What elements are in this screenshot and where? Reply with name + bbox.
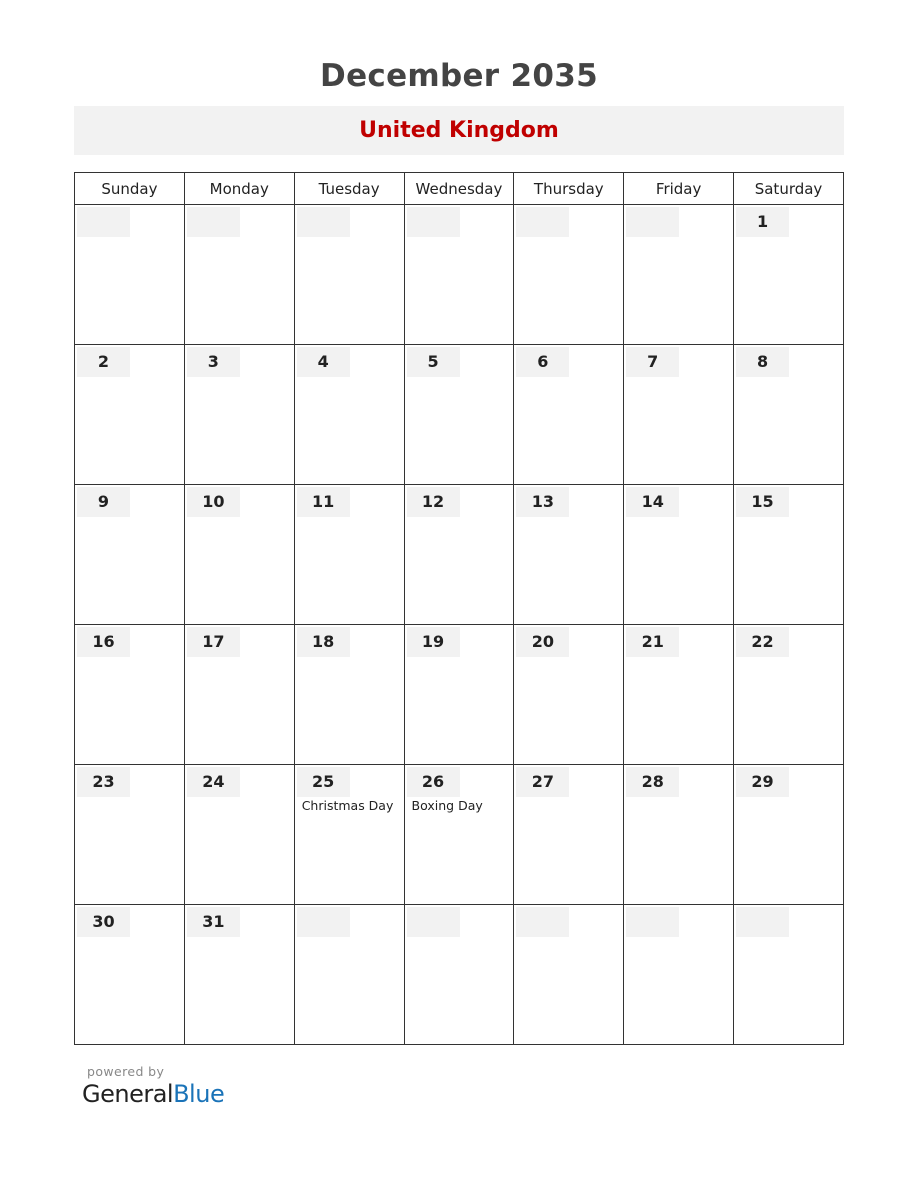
day-cell bbox=[514, 205, 624, 345]
day-cell bbox=[734, 765, 844, 905]
day-number bbox=[297, 907, 350, 937]
week-row bbox=[75, 765, 844, 905]
day-number-box bbox=[626, 207, 679, 237]
day-cell bbox=[624, 765, 734, 905]
day-cell bbox=[404, 905, 514, 1045]
day-cell bbox=[624, 345, 734, 485]
day-number: 13 bbox=[531, 492, 554, 511]
day-number-box bbox=[626, 907, 679, 937]
day-number: 16 bbox=[92, 632, 115, 651]
day-number: 15 bbox=[751, 492, 774, 511]
day-number-box bbox=[77, 347, 130, 377]
week-row bbox=[75, 205, 844, 345]
day-cell bbox=[514, 485, 624, 625]
day-cell bbox=[75, 765, 185, 905]
day-number-box bbox=[736, 487, 789, 517]
day-cell bbox=[734, 485, 844, 625]
day-number bbox=[407, 207, 460, 237]
day-number-box bbox=[407, 907, 460, 937]
calendar-table bbox=[74, 172, 844, 1045]
day-number-box bbox=[736, 627, 789, 657]
week-row bbox=[75, 625, 844, 765]
day-cell bbox=[734, 625, 844, 765]
country-name: United Kingdom bbox=[359, 118, 559, 143]
day-number-box bbox=[626, 627, 679, 657]
day-number-box bbox=[407, 767, 460, 797]
week-row bbox=[75, 905, 844, 1045]
day-number: 1 bbox=[756, 212, 769, 231]
day-cell bbox=[514, 345, 624, 485]
day-number: 30 bbox=[92, 912, 115, 931]
day-cell bbox=[184, 625, 294, 765]
day-number-box bbox=[736, 767, 789, 797]
day-number-box bbox=[77, 487, 130, 517]
weekday-header-row bbox=[75, 173, 844, 205]
day-cell bbox=[75, 205, 185, 345]
day-number-box bbox=[736, 907, 789, 937]
day-cell bbox=[294, 205, 404, 345]
day-number: 26 bbox=[421, 772, 445, 791]
day-cell bbox=[75, 905, 185, 1045]
weekday-header-wednesday: Wednesday bbox=[404, 173, 514, 205]
weekday-header-saturday: Saturday bbox=[734, 173, 844, 205]
day-number-box bbox=[77, 907, 130, 937]
day-number: 8 bbox=[756, 352, 769, 371]
day-number bbox=[516, 907, 569, 937]
day-number: 22 bbox=[751, 632, 774, 651]
day-cell bbox=[294, 625, 404, 765]
day-number: 9 bbox=[97, 492, 110, 511]
day-number bbox=[407, 907, 460, 937]
day-number-box bbox=[516, 487, 569, 517]
weekday-header-thursday: Thursday bbox=[514, 173, 624, 205]
weekday-header-sunday: Sunday bbox=[75, 173, 185, 205]
day-cell bbox=[624, 905, 734, 1045]
day-number bbox=[77, 207, 130, 237]
day-number-box bbox=[736, 207, 789, 237]
day-cell bbox=[514, 905, 624, 1045]
day-number: 3 bbox=[207, 352, 219, 371]
day-number: 20 bbox=[531, 632, 554, 651]
weekday-header-tuesday: Tuesday bbox=[294, 173, 404, 205]
day-number-box bbox=[187, 907, 240, 937]
day-number: 28 bbox=[641, 772, 664, 791]
brand-general-text: General bbox=[82, 1080, 174, 1108]
day-number-box bbox=[297, 347, 350, 377]
day-cell bbox=[294, 905, 404, 1045]
day-cell bbox=[404, 345, 514, 485]
day-number: 18 bbox=[312, 632, 335, 651]
day-number-box bbox=[407, 347, 460, 377]
day-cell bbox=[184, 905, 294, 1045]
day-number bbox=[516, 207, 569, 237]
week-row bbox=[75, 485, 844, 625]
day-number: 23 bbox=[92, 772, 115, 791]
day-number bbox=[626, 207, 679, 237]
holiday-label: Boxing Day bbox=[411, 798, 483, 813]
day-cell bbox=[734, 205, 844, 345]
day-cell bbox=[75, 345, 185, 485]
weekday-header-monday: Monday bbox=[184, 173, 294, 205]
day-number-box bbox=[187, 767, 240, 797]
day-number: 19 bbox=[421, 632, 445, 651]
day-number-box bbox=[187, 347, 240, 377]
day-number-box bbox=[516, 627, 569, 657]
day-number-box bbox=[297, 767, 350, 797]
day-number-box bbox=[297, 907, 350, 937]
calendar-body bbox=[75, 205, 844, 1045]
day-cell bbox=[404, 485, 514, 625]
day-cell bbox=[734, 345, 844, 485]
day-number-box bbox=[736, 347, 789, 377]
day-cell bbox=[624, 485, 734, 625]
day-number-box bbox=[626, 767, 679, 797]
day-number-box bbox=[626, 487, 679, 517]
day-number-box bbox=[516, 347, 569, 377]
day-number-box bbox=[297, 487, 350, 517]
day-cell bbox=[184, 205, 294, 345]
day-cell bbox=[184, 485, 294, 625]
day-number bbox=[297, 207, 350, 237]
week-row bbox=[75, 345, 844, 485]
day-number bbox=[187, 207, 240, 237]
day-number: 27 bbox=[531, 772, 554, 791]
day-number: 14 bbox=[641, 492, 664, 511]
day-number: 2 bbox=[97, 352, 110, 371]
day-number bbox=[736, 907, 789, 937]
day-number-box bbox=[77, 207, 130, 237]
day-number-box bbox=[297, 207, 350, 237]
day-number-box bbox=[516, 207, 569, 237]
day-number-box bbox=[626, 347, 679, 377]
day-cell bbox=[624, 625, 734, 765]
day-number: 10 bbox=[202, 492, 225, 511]
day-number: 24 bbox=[202, 772, 225, 791]
day-cell bbox=[734, 905, 844, 1045]
day-number: 11 bbox=[312, 492, 335, 511]
day-cell bbox=[624, 205, 734, 345]
day-number-box bbox=[516, 767, 569, 797]
day-cell bbox=[404, 205, 514, 345]
day-cell bbox=[514, 625, 624, 765]
day-number: 4 bbox=[317, 352, 329, 371]
calendar-grid bbox=[74, 172, 844, 1048]
day-number: 7 bbox=[647, 352, 659, 371]
day-number-box bbox=[187, 487, 240, 517]
brand-blue-text: Blue bbox=[173, 1080, 225, 1108]
day-cell bbox=[75, 485, 185, 625]
holiday-label: Christmas Day bbox=[301, 798, 394, 813]
day-number: 29 bbox=[751, 772, 774, 791]
day-number: 6 bbox=[537, 352, 549, 371]
day-number: 5 bbox=[427, 352, 439, 371]
calendar-title: December 2035 bbox=[320, 58, 598, 94]
day-number: 31 bbox=[202, 912, 225, 931]
day-number-box bbox=[407, 627, 460, 657]
day-cell bbox=[404, 765, 514, 905]
generalblue-logo bbox=[82, 1080, 224, 1108]
day-number-box bbox=[407, 207, 460, 237]
country-banner bbox=[74, 106, 844, 155]
day-number: 12 bbox=[421, 492, 445, 511]
day-cell bbox=[184, 345, 294, 485]
day-cell bbox=[514, 765, 624, 905]
day-cell bbox=[184, 765, 294, 905]
day-number-box bbox=[187, 207, 240, 237]
powered-by-text: powered by bbox=[87, 1064, 165, 1079]
day-number-box bbox=[407, 487, 460, 517]
day-cell bbox=[294, 485, 404, 625]
day-number: 25 bbox=[312, 772, 335, 791]
day-cell bbox=[294, 345, 404, 485]
day-number: 17 bbox=[202, 632, 225, 651]
day-number-box bbox=[297, 627, 350, 657]
day-number-box bbox=[187, 627, 240, 657]
day-number-box bbox=[516, 907, 569, 937]
footer-branding bbox=[82, 1064, 224, 1108]
weekday-header-friday: Friday bbox=[624, 173, 734, 205]
day-number-box bbox=[77, 627, 130, 657]
day-number-box bbox=[77, 767, 130, 797]
day-cell bbox=[404, 625, 514, 765]
day-cell bbox=[75, 625, 185, 765]
day-cell bbox=[294, 765, 404, 905]
day-number: 21 bbox=[641, 632, 664, 651]
day-number bbox=[626, 907, 679, 937]
